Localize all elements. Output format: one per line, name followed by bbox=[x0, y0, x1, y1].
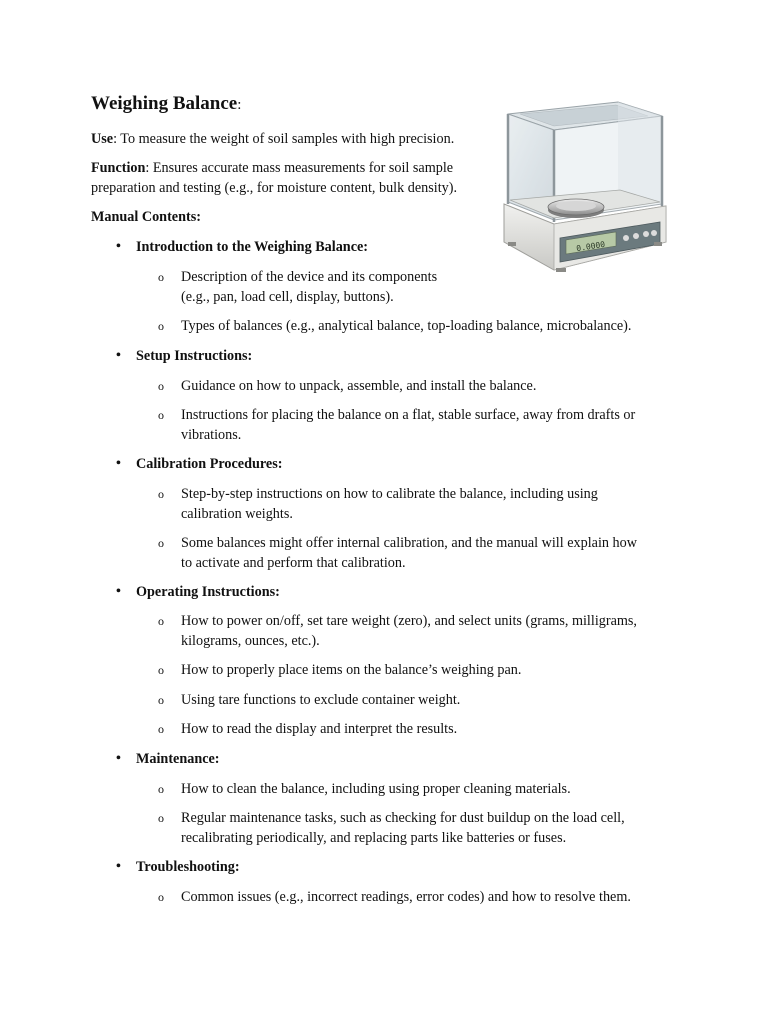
page-title-colon: : bbox=[237, 97, 242, 113]
list-item-text: Description of the device and its components (e.g., pan, load cell, display, buttons). bbox=[181, 269, 438, 305]
bullet-icon: • bbox=[116, 859, 121, 874]
weighing-balance-image bbox=[496, 92, 674, 284]
bullet-icon: • bbox=[116, 348, 121, 363]
sub-bullet-icon: o bbox=[158, 614, 164, 628]
list-item-text: Regular maintenance tasks, such as checking for dust buildup on the load cell, recalibrating periodically, and replacing parts like batteries or fuses. bbox=[181, 810, 625, 846]
use-label: Use bbox=[91, 131, 114, 147]
list-item-text: Guidance on how to unpack, assemble, and install the balance. bbox=[181, 378, 537, 394]
use-text: : To measure the weight of soil samples with high precision. bbox=[113, 131, 455, 147]
balance-button-icon bbox=[643, 231, 649, 237]
sub-bullet-icon: o bbox=[158, 270, 164, 284]
bullet-icon: • bbox=[116, 456, 121, 471]
sub-bullet-icon: o bbox=[158, 536, 164, 550]
use-paragraph bbox=[91, 129, 454, 149]
sub-bullet-icon: o bbox=[158, 319, 164, 333]
page-title-text: Weighing Balance bbox=[91, 93, 238, 114]
section-title: Setup Instructions: bbox=[136, 348, 253, 364]
bullet-icon: • bbox=[116, 751, 121, 766]
list-item-text: How to clean the balance, including using proper cleaning materials. bbox=[181, 781, 571, 797]
sub-bullet-icon: o bbox=[158, 890, 164, 904]
sub-bullet-icon: o bbox=[158, 487, 164, 501]
list-item-text: Some balances might offer internal calibration, and the manual will explain how to activate and perform that calibration. bbox=[181, 535, 637, 571]
sub-bullet-icon: o bbox=[158, 408, 164, 422]
section-title: Operating Instructions: bbox=[136, 584, 280, 600]
list-item-text: How to power on/off, set tare weight (zero), and select units (grams, milligrams, kilograms, ounces, etc.). bbox=[181, 613, 637, 649]
balance-display-readout: 0.0000 bbox=[575, 239, 606, 254]
list-item-text: Instructions for placing the balance on a flat, stable surface, away from drafts or vibrations. bbox=[181, 407, 636, 443]
page-title bbox=[91, 93, 241, 115]
function-text: : Ensures accurate mass measurements for soil sample preparation and testing (e.g., for moisture content, bulk density). bbox=[91, 160, 458, 196]
section-title: Calibration Procedures: bbox=[136, 456, 283, 472]
function-paragraph bbox=[91, 158, 491, 198]
balance-button-icon bbox=[633, 233, 639, 239]
section-title: Maintenance: bbox=[136, 751, 220, 767]
manual-contents-heading: Manual Contents: bbox=[91, 209, 201, 225]
list-item-text: How to properly place items on the balance’s weighing pan. bbox=[181, 662, 522, 678]
balance-button-icon bbox=[623, 235, 629, 241]
list-item-text: Types of balances (e.g., analytical balance, top-loading balance, microbalance). bbox=[181, 318, 632, 334]
section-title: Introduction to the Weighing Balance: bbox=[136, 239, 369, 255]
balance-button-icon bbox=[651, 230, 657, 236]
sub-bullet-icon: o bbox=[158, 722, 164, 736]
section-title: Troubleshooting: bbox=[136, 859, 240, 875]
sub-bullet-icon: o bbox=[158, 811, 164, 825]
sub-bullet-icon: o bbox=[158, 693, 164, 707]
bullet-icon: • bbox=[116, 239, 121, 254]
sub-bullet-icon: o bbox=[158, 379, 164, 393]
bullet-icon: • bbox=[116, 584, 121, 599]
list-item-text: Using tare functions to exclude container weight. bbox=[181, 692, 461, 708]
list-item-text: Common issues (e.g., incorrect readings, error codes) and how to resolve them. bbox=[181, 889, 631, 905]
sub-bullet-icon: o bbox=[158, 782, 164, 796]
list-item-text: How to read the display and interpret the results. bbox=[181, 721, 458, 737]
function-label: Function bbox=[91, 160, 146, 176]
list-item-text: Step-by-step instructions on how to calibrate the balance, including using calibration weights. bbox=[181, 486, 598, 522]
sub-bullet-icon: o bbox=[158, 663, 164, 677]
